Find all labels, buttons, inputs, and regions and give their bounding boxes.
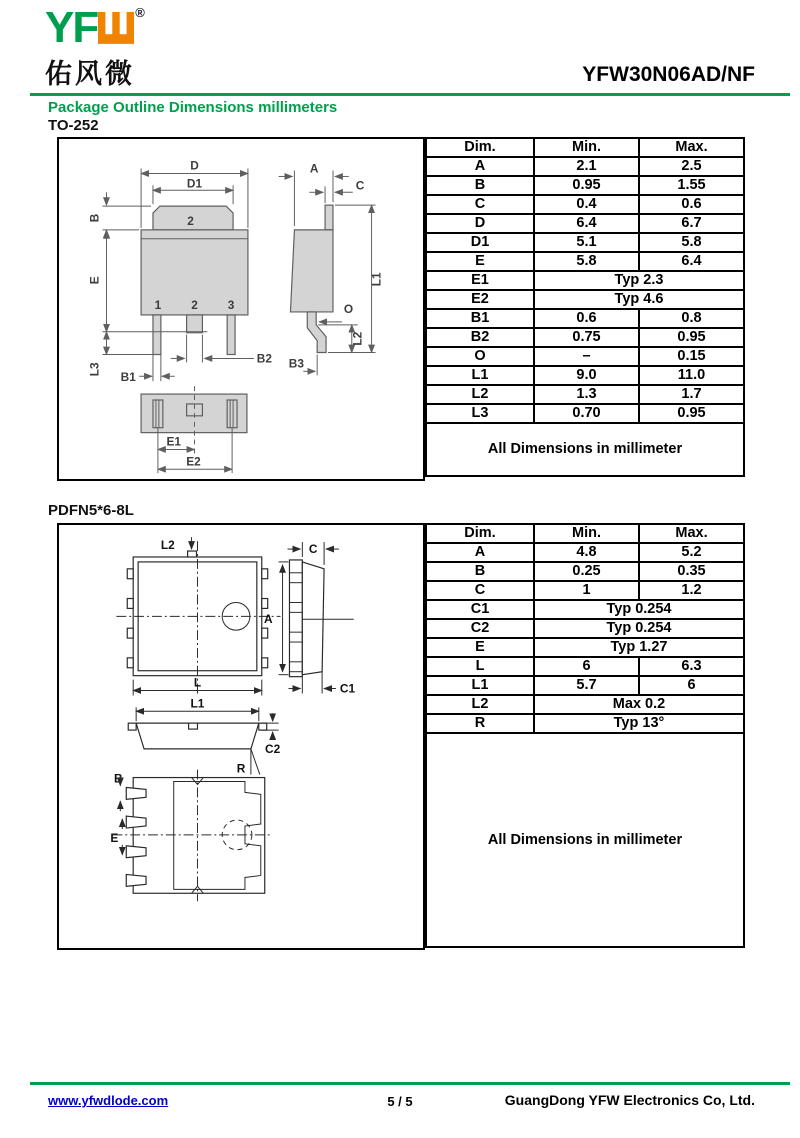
table-cell: 6 [639, 676, 744, 695]
table-cell: 2.1 [534, 157, 639, 176]
dim-label-b: B [114, 771, 123, 786]
table-cell: Typ 2.3 [534, 271, 744, 290]
pdfn-top-view [116, 537, 280, 695]
table-cell: Typ 13° [534, 714, 744, 733]
dim-label-o: O [343, 301, 354, 316]
table-cell: 5.7 [534, 676, 639, 695]
dim-label-b: B [87, 213, 102, 223]
dim-label-d: D [190, 158, 199, 173]
dim-label-l1: L1 [369, 272, 384, 287]
dim-label-b3: B3 [288, 356, 304, 371]
table-note-row [426, 733, 744, 947]
pdfn-side-view [264, 542, 355, 695]
table-header-row [426, 138, 744, 157]
col-header-dim: Dim. [426, 138, 534, 157]
table-row [426, 638, 744, 657]
table-row [426, 562, 744, 581]
pin1-number: 1 [154, 298, 162, 312]
table-cell: Max 0.2 [534, 695, 744, 714]
table-cell: L [426, 657, 534, 676]
dim-label-l: L [193, 675, 202, 690]
dim-label-l2: L2 [350, 331, 365, 346]
table-cell: D [426, 214, 534, 233]
table-row [426, 600, 744, 619]
dim-label-l2: L2 [160, 538, 175, 553]
to252-side-body [290, 230, 333, 312]
table-cell: 1.3 [534, 385, 639, 404]
dim-label-c1: C1 [339, 681, 356, 696]
dim-label-a: A [309, 161, 319, 176]
dim-label-e: E [110, 830, 119, 845]
pin2-number: 2 [191, 298, 198, 312]
table-cell: L2 [426, 695, 534, 714]
to252-lead1 [153, 315, 161, 355]
table-cell: Typ 0.254 [534, 619, 744, 638]
table-cell: C2 [426, 619, 534, 638]
pdfn-bottom-view [110, 770, 272, 902]
section-heading: Package Outline Dimensions millimeters [48, 99, 338, 116]
table-cell: Typ 0.254 [534, 600, 744, 619]
dim-label-b2: B2 [256, 351, 272, 366]
table-row [426, 714, 744, 733]
table-cell: C [426, 195, 534, 214]
table-cell: E1 [426, 271, 534, 290]
table-row [426, 214, 744, 233]
to252-side-view [279, 162, 384, 376]
table-cell: R [426, 714, 534, 733]
footer-divider [30, 1082, 790, 1085]
table-cell: B2 [426, 328, 534, 347]
table-row [426, 157, 744, 176]
table-cell: 1.7 [639, 385, 744, 404]
table-cell: 5.1 [534, 233, 639, 252]
table-row [426, 271, 744, 290]
table-cell: 1.55 [639, 176, 744, 195]
table-cell: 0.35 [639, 562, 744, 581]
pdfn-dimension-table [425, 523, 745, 948]
dim-label-b1: B1 [120, 370, 136, 385]
table-cell: 0.25 [534, 562, 639, 581]
table-cell: L1 [426, 366, 534, 385]
table-cell: D1 [426, 233, 534, 252]
to252-side-tab [325, 205, 333, 230]
dim-label-r: R [236, 761, 246, 776]
pin3-number: 3 [227, 298, 235, 312]
table-row [426, 657, 744, 676]
tab-pin-number: 2 [187, 213, 194, 228]
table-cell: 0.8 [639, 309, 744, 328]
table-cell: 6.4 [639, 252, 744, 271]
table-row [426, 543, 744, 562]
table-cell: C [426, 581, 534, 600]
table-cell: Typ 4.6 [534, 290, 744, 309]
package-name-pdfn: PDFN5*6-8L [48, 502, 134, 519]
table-cell: L1 [426, 676, 534, 695]
table-cell: O [426, 347, 534, 366]
col-header-min: Min. [534, 138, 639, 157]
dim-label-d1: D1 [186, 176, 203, 191]
registered-mark: ® [135, 5, 145, 20]
col-header-dim: Dim. [426, 524, 534, 543]
header-divider [30, 93, 790, 96]
dimensions-note: All Dimensions in millimeter [426, 733, 744, 947]
table-row [426, 347, 744, 366]
table-cell: L3 [426, 404, 534, 423]
to252-bottom-view [141, 386, 247, 473]
col-header-max: Max. [639, 138, 744, 157]
table-cell: 2.5 [639, 157, 744, 176]
col-header-max: Max. [639, 524, 744, 543]
table-cell: E [426, 638, 534, 657]
table-row [426, 581, 744, 600]
table-cell: E [426, 252, 534, 271]
to252-outline-drawing [57, 137, 425, 481]
table-row [426, 385, 744, 404]
logo-chinese-text: 佑风微 [45, 59, 135, 89]
table-cell: B [426, 562, 534, 581]
table-cell: Typ 1.27 [534, 638, 744, 657]
company-name: GuangDong YFW Electronics Co, Ltd. [504, 1092, 755, 1108]
pdfn-outline-drawing [57, 523, 425, 950]
table-note-row [426, 423, 744, 476]
logo-yf-text: YF [45, 3, 98, 52]
table-cell: 0.95 [639, 328, 744, 347]
to252-dimension-table [425, 137, 745, 477]
table-row [426, 619, 744, 638]
table-cell: 0.95 [639, 404, 744, 423]
table-cell: 0.15 [639, 347, 744, 366]
dim-label-c: C [355, 178, 365, 193]
to252-side-lead [307, 312, 326, 353]
table-cell: 6.4 [534, 214, 639, 233]
table-row [426, 195, 744, 214]
dim-label-e: E [87, 276, 102, 285]
dim-label-c2: C2 [265, 741, 281, 756]
document-title: YFW30N06AD/NF [582, 63, 755, 86]
to252-front-view [88, 159, 273, 385]
to252-lead3 [227, 315, 235, 355]
table-header-row [426, 524, 744, 543]
logo-w-icon [98, 12, 134, 46]
company-logo [45, 3, 145, 91]
table-row [426, 252, 744, 271]
table-cell: 9.0 [534, 366, 639, 385]
dim-label-c: C [308, 542, 318, 557]
dim-label-a: A [264, 612, 273, 627]
table-row [426, 176, 744, 195]
table-cell: C1 [426, 600, 534, 619]
table-cell: 0.70 [534, 404, 639, 423]
table-cell: 6 [534, 657, 639, 676]
table-cell: 5.2 [639, 543, 744, 562]
table-cell: 11.0 [639, 366, 744, 385]
table-row [426, 404, 744, 423]
table-cell: 0.75 [534, 328, 639, 347]
dim-label-l1: L1 [190, 696, 205, 711]
page-number: 5 / 5 [387, 1094, 413, 1109]
package-name-to252: TO-252 [48, 117, 99, 134]
website-link[interactable]: www.yfwdlode.com [48, 1093, 169, 1108]
table-cell: B [426, 176, 534, 195]
table-cell: 0.6 [534, 309, 639, 328]
table-cell: 5.8 [534, 252, 639, 271]
table-cell: 6.3 [639, 657, 744, 676]
table-cell: 1 [534, 581, 639, 600]
table-cell: L2 [426, 385, 534, 404]
dim-label-l3: L3 [87, 362, 102, 377]
table-cell: 5.8 [639, 233, 744, 252]
dim-label-e1: E1 [166, 434, 181, 449]
table-cell: 4.8 [534, 543, 639, 562]
table-row [426, 290, 744, 309]
dim-label-e2: E2 [186, 454, 201, 469]
table-cell: A [426, 543, 534, 562]
table-cell: 0.95 [534, 176, 639, 195]
table-cell: 0.4 [534, 195, 639, 214]
table-cell: 0.6 [639, 195, 744, 214]
table-row [426, 309, 744, 328]
table-cell: 1.2 [639, 581, 744, 600]
to252-lead2 [187, 315, 203, 333]
table-row [426, 233, 744, 252]
table-row [426, 695, 744, 714]
table-cell: E2 [426, 290, 534, 309]
table-row [426, 366, 744, 385]
table-row [426, 676, 744, 695]
table-cell: – [534, 347, 639, 366]
table-cell: 6.7 [639, 214, 744, 233]
table-cell: B1 [426, 309, 534, 328]
col-header-min: Min. [534, 524, 639, 543]
table-row [426, 328, 744, 347]
dimensions-note: All Dimensions in millimeter [426, 423, 744, 476]
table-cell: A [426, 157, 534, 176]
pdfn-profile-view [128, 696, 280, 775]
